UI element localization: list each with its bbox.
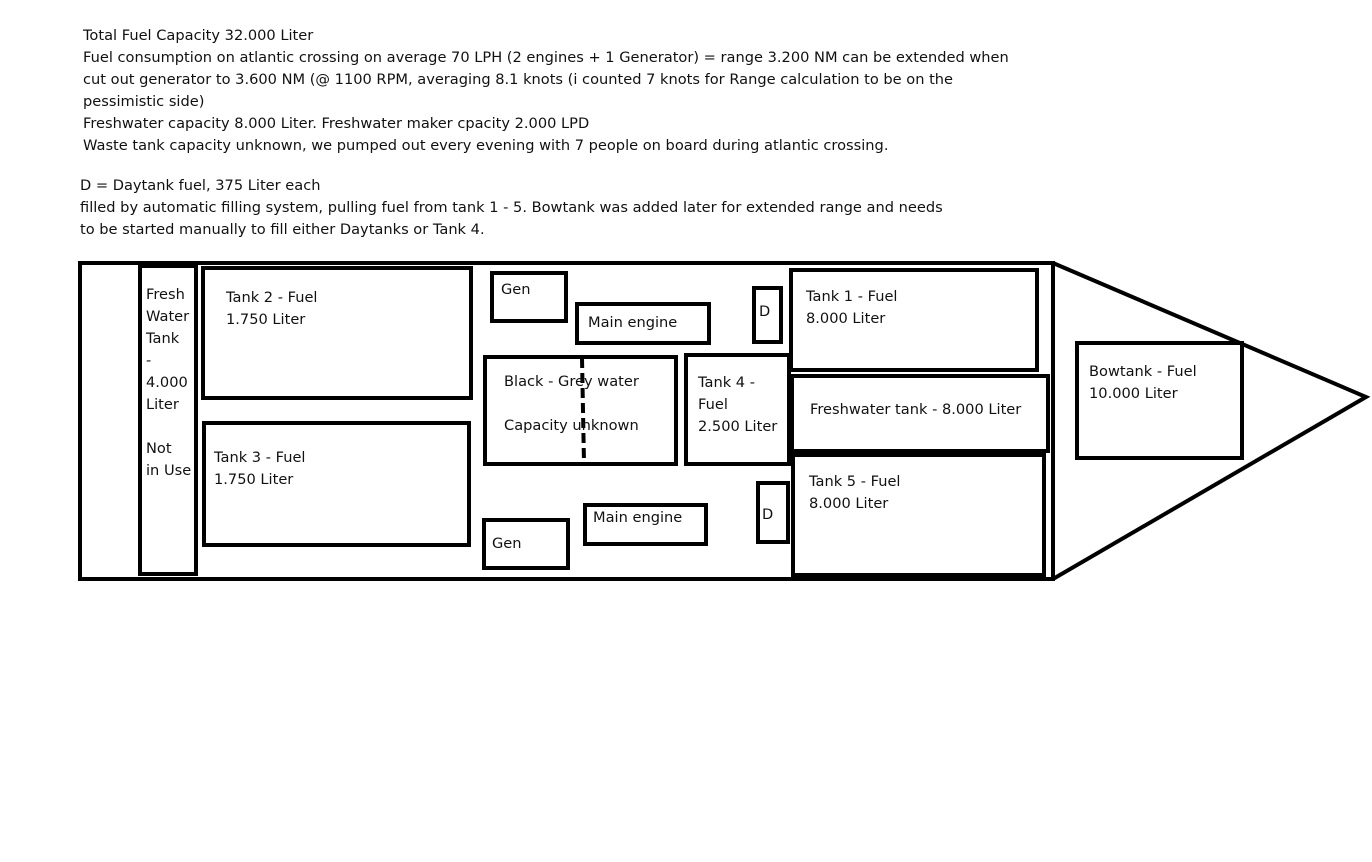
note-total-fuel: Total Fuel Capacity 32.000 Liter <box>83 27 314 44</box>
tank4-label: Tank 4 - Fuel 2.500 Liter <box>698 374 778 435</box>
note-consumption-2: cut out generator to 3.600 NM (@ 1100 RPM, averaging 8.1 knots (i counted 7 knots for Range calculation to be on the <box>83 71 954 88</box>
note-consumption-1: Fuel consumption on atlantic crossing on average 70 LPH (2 engines + 1 Generator) = range 3.200 NM can be extended when <box>83 49 1009 66</box>
gen-bottom-label: Gen <box>492 535 522 552</box>
main-engine-top-label: Main engine <box>588 314 678 331</box>
tank3-label: Tank 3 - Fuel 1.750 Liter <box>214 449 306 488</box>
note-daytank-1: D = Daytank fuel, 375 Liter each <box>80 177 321 194</box>
note-daytank-2: filled by automatic filling system, pulling fuel from tank 1 - 5. Bowtank was added later for extended range and needs <box>80 199 943 216</box>
note-consumption-3: pessimistic side) <box>83 93 205 110</box>
daytank-top-label: D <box>759 303 771 320</box>
daytank-bottom-label: D <box>762 506 774 523</box>
note-waste: Waste tank capacity unknown, we pumped out every evening with 7 people on board during atlantic crossing. <box>83 137 889 154</box>
bow-outline <box>1053 263 1366 579</box>
tank2-label: Tank 2 - Fuel 1.750 Liter <box>226 289 318 328</box>
note-freshwater: Freshwater capacity 8.000 Liter. Freshwater maker cpacity 2.000 LPD <box>83 115 590 132</box>
black-grey-water-label: Black - Grey water Capacity unknown <box>504 373 639 434</box>
gen-top-label: Gen <box>501 281 531 298</box>
main-engine-bottom-label: Main engine <box>593 509 683 526</box>
freshwater-tank-label: Freshwater tank - 8.000 Liter <box>810 401 1022 418</box>
note-daytank-3: to be started manually to fill either Daytanks or Tank 4. <box>80 221 485 238</box>
bowtank-label: Bowtank - Fuel 10.000 Liter <box>1089 363 1197 402</box>
tank1-label: Tank 1 - Fuel 8.000 Liter <box>806 288 898 327</box>
tank5-label: Tank 5 - Fuel 8.000 Liter <box>809 473 901 512</box>
fresh-water-tank-label: Fresh Water Tank - 4.000 Liter Not in Use <box>146 286 192 479</box>
